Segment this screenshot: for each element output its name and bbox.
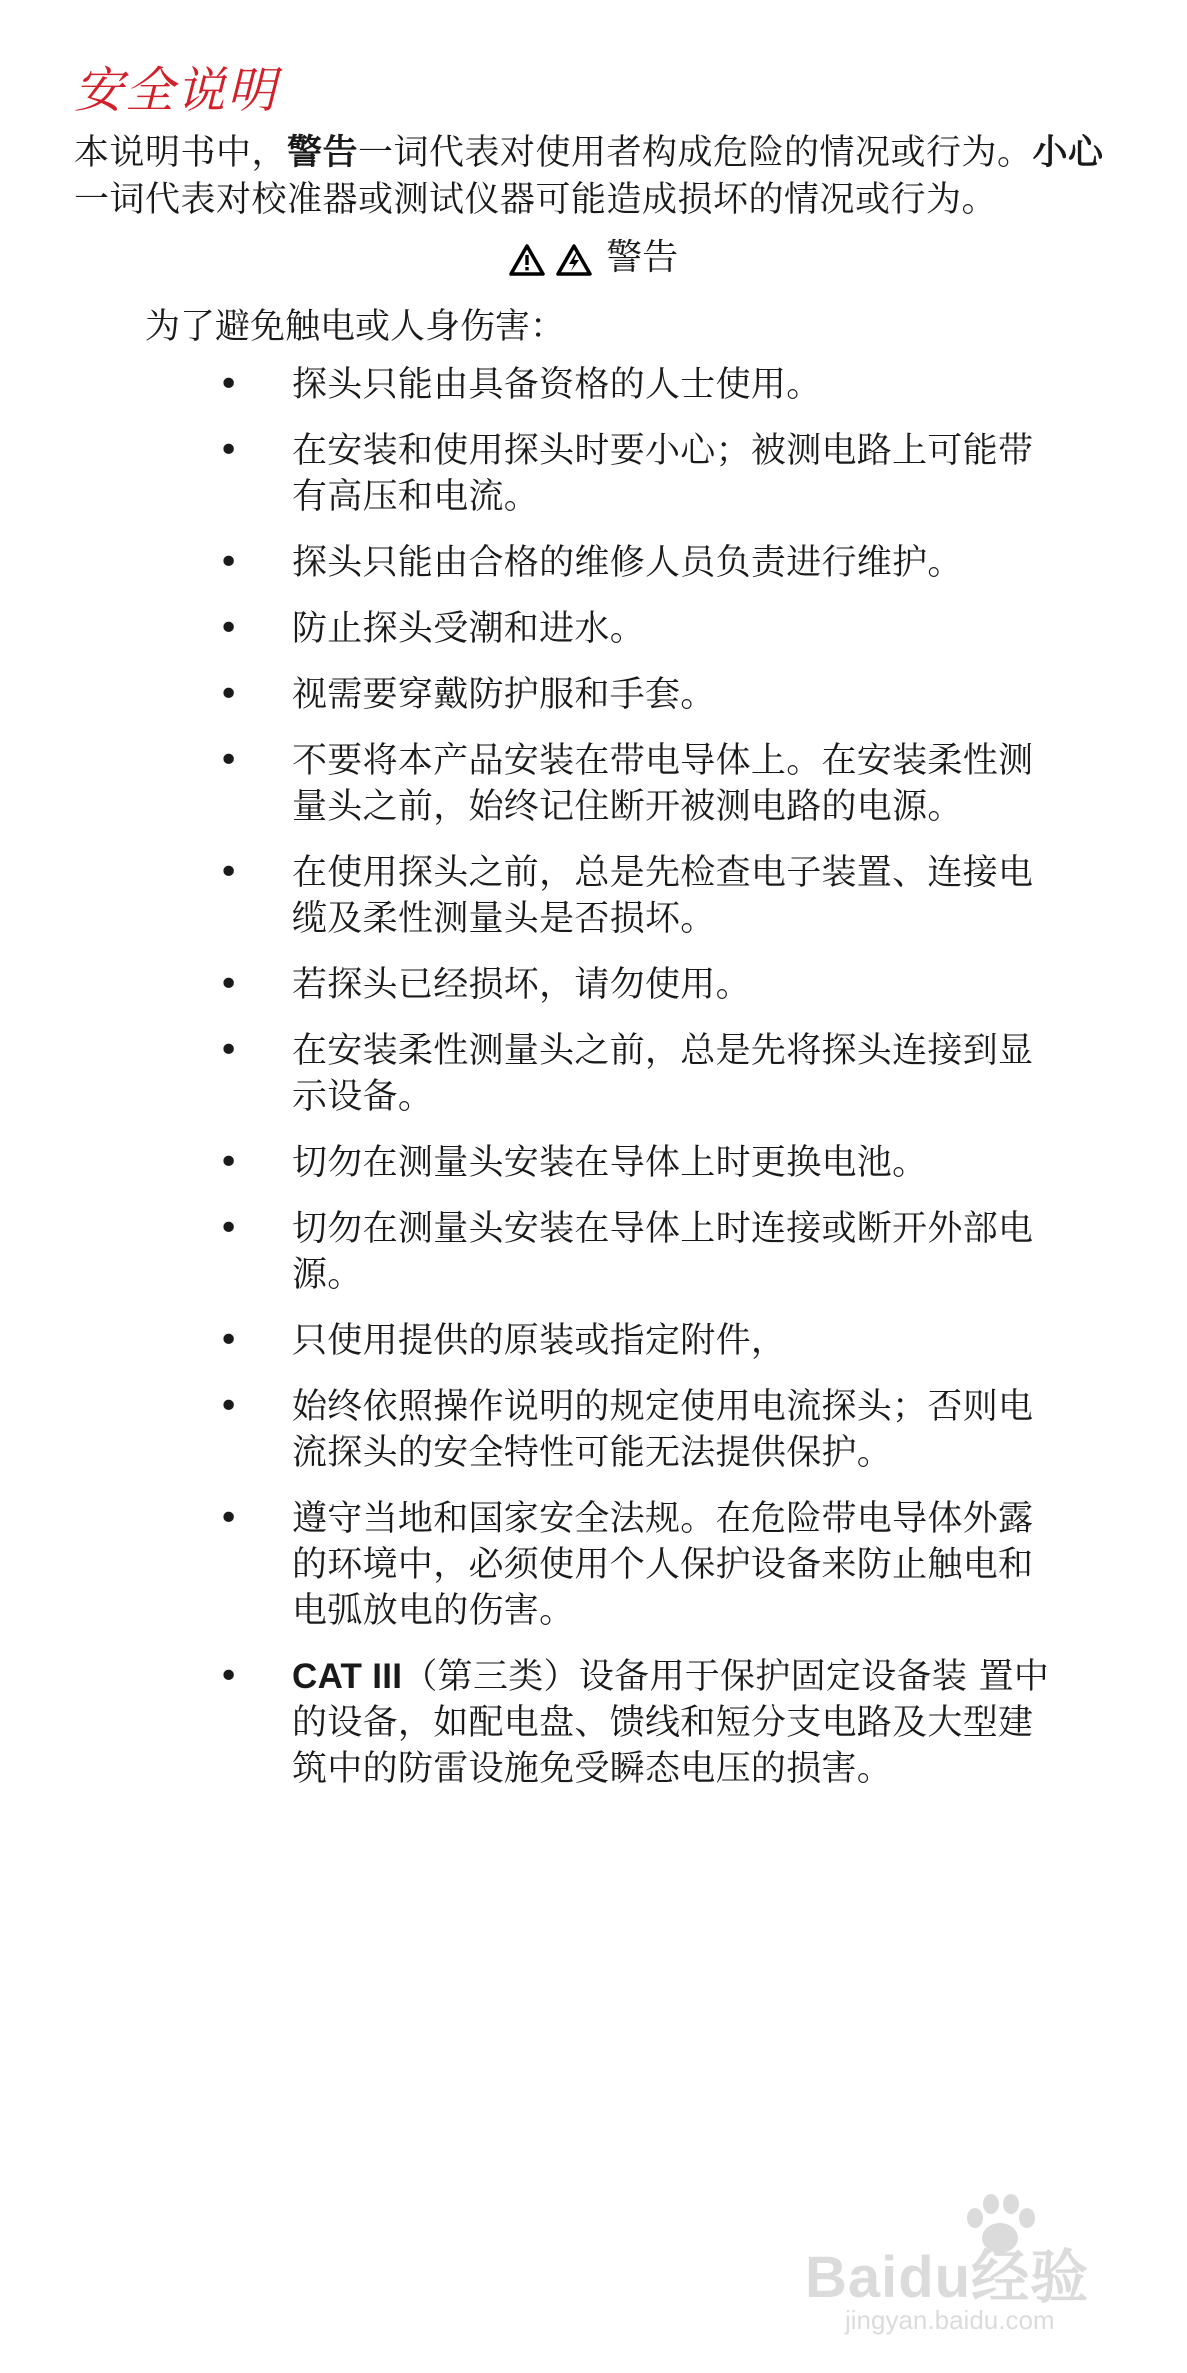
safety-list <box>0 362 1187 1812</box>
list-item <box>0 1206 1052 1298</box>
list-item-text: 遵守当地和国家安全法规。在危险带电导体外露的环境中，必须使用个人保护设备来防止触电和电弧放电的伤害。 <box>292 1499 1034 1631</box>
bullet: • <box>218 1142 240 1183</box>
list-item <box>0 1384 1052 1476</box>
list-item <box>0 362 1052 408</box>
list-item <box>0 1496 1052 1634</box>
bullet: • <box>218 1320 240 1361</box>
list-item <box>0 962 1052 1008</box>
page-title: 安全说明 <box>74 62 279 119</box>
list-item-text: （第三类）设备用于保护固定设备装 置中的设备，如配电盘、馈线和短分支电路及大型建筑中的防雷设施免受瞬态电压的损害。 <box>292 1657 1050 1789</box>
intro-middle: 一词代表对使用者构成危险的情况或行为。 <box>358 133 1033 173</box>
bullet: • <box>218 1386 240 1427</box>
list-item-text: 防止探头受潮和进水。 <box>292 609 646 649</box>
list-item-text: 视需要穿戴防护服和手套。 <box>292 675 716 715</box>
warning-triangle-icon <box>509 244 545 276</box>
bullet: • <box>218 1208 240 1249</box>
list-item-text: 在安装和使用探头时要小心；被测电路上可能带有高压和电流。 <box>292 431 1034 517</box>
list-item <box>0 850 1052 942</box>
warning-icons <box>509 235 592 283</box>
bullet: • <box>218 740 240 781</box>
list-item-text: 只使用提供的原装或指定附件， <box>292 1321 787 1361</box>
list-item <box>0 738 1052 830</box>
list-item <box>0 1140 1052 1186</box>
intro-prefix: 本说明书中， <box>74 133 288 173</box>
list-item-text: 探头只能由合格的维修人员负责进行维护。 <box>292 543 963 583</box>
bullet: • <box>218 608 240 649</box>
bullet: • <box>218 1030 240 1071</box>
bullet: • <box>218 542 240 583</box>
bullet: • <box>218 852 240 893</box>
list-item <box>0 1028 1052 1120</box>
list-item-text: 在使用探头之前，总是先检查电子装置、连接电缆及柔性测量头是否损坏。 <box>292 853 1034 939</box>
list-item-text: 切勿在测量头安装在导体上时更换电池。 <box>292 1143 928 1183</box>
watermark-url: jingyan.baidu.com <box>845 2305 1055 2335</box>
list-item <box>0 606 1052 652</box>
warning-heading <box>0 234 1187 283</box>
baidu-watermark <box>805 2190 1145 2340</box>
warning-term: 警告 <box>287 133 359 173</box>
bullet: • <box>218 674 240 715</box>
watermark-brand: Baidu经验 <box>805 2245 1090 2310</box>
list-item <box>0 428 1052 520</box>
list-item-text: 探头只能由具备资格的人士使用。 <box>292 365 822 405</box>
bullet: • <box>218 430 240 471</box>
bullet: • <box>218 364 240 405</box>
list-item <box>0 1318 1052 1364</box>
intro-suffix: 一词代表对校准器或测试仪器可能造成损坏的情况或行为。 <box>74 180 998 220</box>
list-item <box>0 540 1052 586</box>
list-item-text: 若探头已经损坏，请勿使用。 <box>292 965 751 1005</box>
lead-text: 为了避免触电或人身伤害： <box>145 307 566 347</box>
list-item-text: 不要将本产品安装在带电导体上。在安装柔性测量头之前，始终记住断开被测电路的电源。 <box>292 741 1034 827</box>
list-item <box>0 672 1052 718</box>
list-item <box>0 1654 1052 1792</box>
bullet: • <box>218 1498 240 1539</box>
list-item-text: 在安装柔性测量头之前，总是先将探头连接到显示设备。 <box>292 1031 1034 1117</box>
intro-paragraph <box>74 130 1114 224</box>
caution-term: 小心 <box>1032 133 1104 173</box>
list-item-text: 切勿在测量头安装在导体上时连接或断开外部电源。 <box>292 1209 1034 1295</box>
list-item-text: 始终依照操作说明的规定使用电流探头；否则电流探头的安全特性可能无法提供保护。 <box>292 1387 1034 1473</box>
warning-heading-text: 警告 <box>606 237 679 278</box>
bullet: • <box>218 1656 240 1697</box>
cat-rating: CAT III <box>292 1657 403 1696</box>
high-voltage-icon <box>556 244 592 276</box>
bullet: • <box>218 964 240 1005</box>
